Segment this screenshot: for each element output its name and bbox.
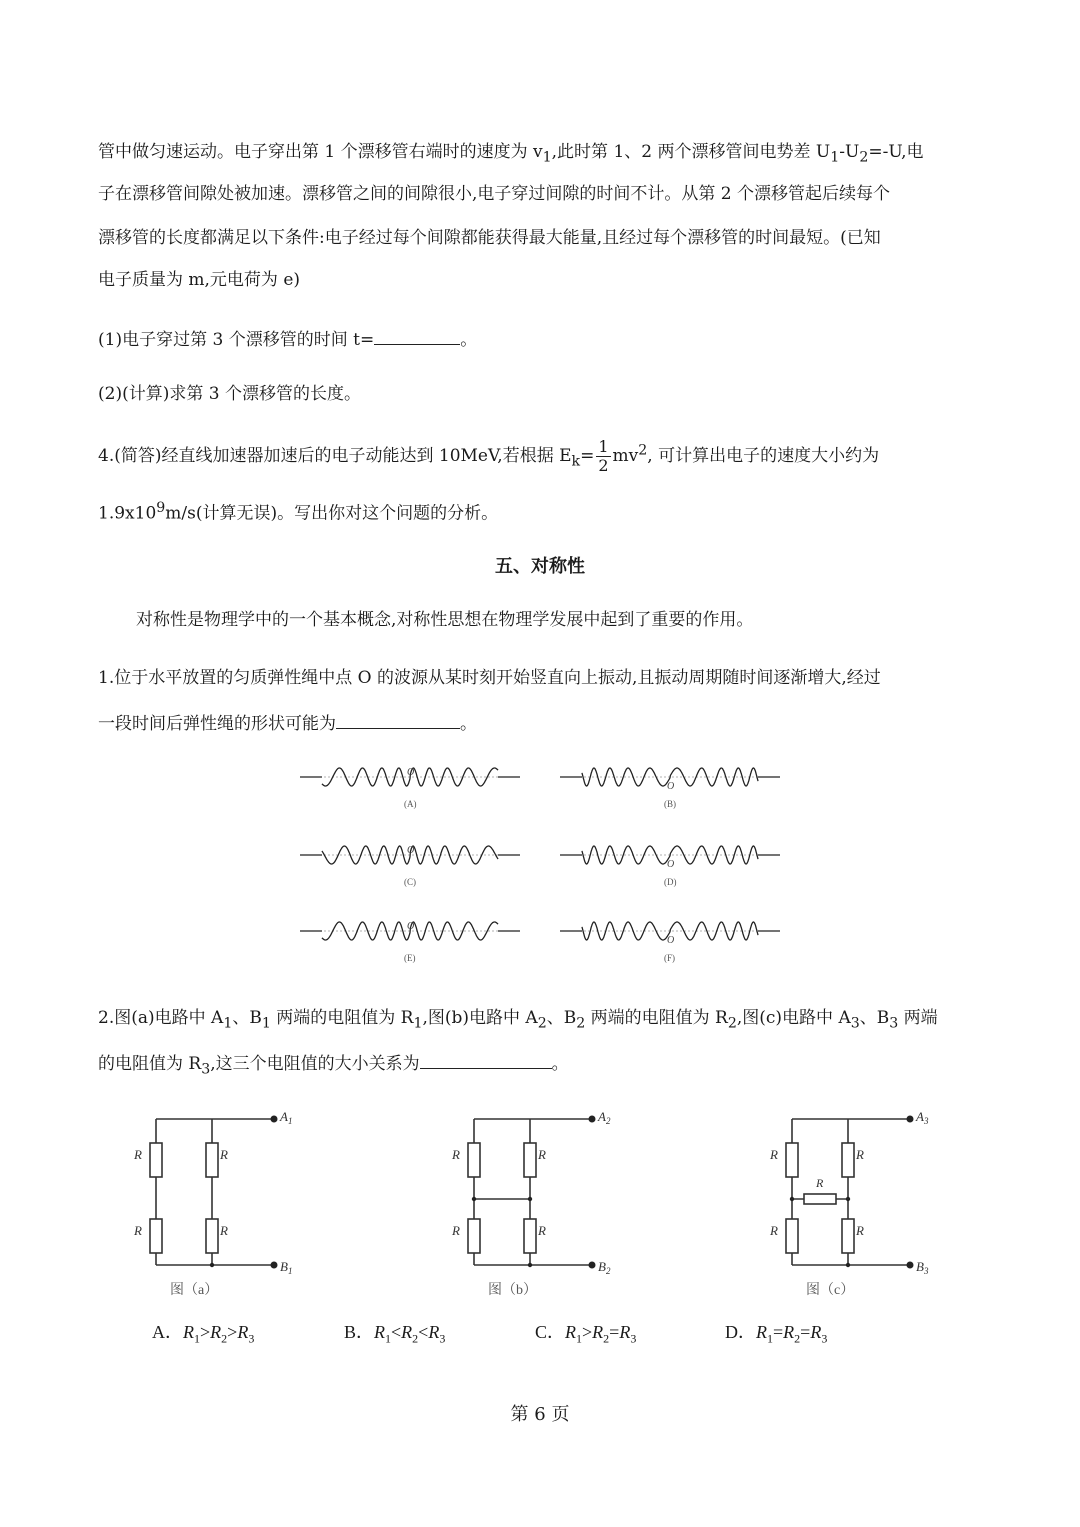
wave-label: (C) <box>404 877 416 887</box>
svg-text:R: R <box>770 1223 778 1238</box>
circuit-caption: 图（a） <box>170 1283 219 1298</box>
wave-panel-c <box>300 845 520 887</box>
circuit-c <box>769 1109 929 1298</box>
svg-text:R: R <box>856 1147 864 1162</box>
question-1: (1)电子穿过第 3 个漂移管的时间 t= 。 <box>98 326 477 352</box>
s5-question-1-line2: 一段时间后弹性绳的形状可能为 。 <box>98 710 477 736</box>
circuit-b <box>451 1109 611 1298</box>
wave-figures <box>290 755 790 985</box>
resistor <box>842 1219 854 1253</box>
svg-text:R: R <box>134 1147 142 1162</box>
origin-label: O <box>667 781 675 792</box>
choice-letter: A． <box>152 1322 183 1342</box>
svg-text:R: R <box>538 1147 546 1162</box>
section-title: 五、对称性 <box>495 556 585 577</box>
circuit-caption: 图（c） <box>806 1283 855 1298</box>
resistor <box>786 1143 798 1177</box>
page-number: 第 6 页 <box>510 1404 570 1425</box>
resistor <box>206 1219 218 1253</box>
choice-a[interactable]: A．$R_1>R_2>R_3$ <box>152 1322 255 1346</box>
paragraph-line: 管中做匀速运动。电子穿出第 1 个漂移管右端时的速度为 $v_1$,此时第 1、2 两个漂移管间电势差 $U_1-U_2=-U$,电 <box>98 142 924 166</box>
svg-text:R: R <box>856 1223 864 1238</box>
resistor <box>150 1219 162 1253</box>
s5-question-2: 2.图(a)电路中 $A_1$、$B_1$ 两端的电阻值为 $R_1$,图(b)电路中 $A_2$、$B_2$ 两端的电阻值为 $R_2$,图(c)电路中 $A_3$、$B_3$ 两端 <box>98 1008 938 1032</box>
svg-text:R: R <box>538 1223 546 1238</box>
svg-text:R: R <box>770 1147 778 1162</box>
circuit-figures <box>120 1105 960 1305</box>
svg-text:R: R <box>452 1147 460 1162</box>
paragraph-line: 电子质量为 m,元电荷为 e) <box>98 270 301 290</box>
wave-panel-f <box>560 922 780 963</box>
svg-text:B2: $B_2$ <box>598 1259 611 1276</box>
resistor <box>842 1143 854 1177</box>
choice-letter: D． <box>725 1322 756 1342</box>
svg-text:A1: $A_1$ <box>280 1109 293 1126</box>
circuit-caption: 图（b） <box>488 1283 537 1298</box>
choice-d[interactable]: D．$R_1=R_2=R_3$ <box>725 1322 828 1346</box>
wave-label: (A) <box>404 799 417 809</box>
svg-text:R: R <box>452 1223 460 1238</box>
wave-panel-e <box>300 921 520 963</box>
resistor <box>524 1219 536 1253</box>
question-4-line2: $1.9x10^9m/s$(计算无误)。写出你对这个问题的分析。 <box>98 500 499 524</box>
origin-label: O <box>407 845 415 856</box>
wave-panel-a <box>300 767 520 809</box>
fraction: $\frac{1}{2}$ <box>598 437 609 475</box>
answer-blank <box>420 1050 552 1069</box>
choice-letter: C． <box>535 1322 566 1342</box>
wave-panel-b <box>560 768 780 809</box>
resistor <box>804 1194 836 1204</box>
resistor <box>206 1143 218 1177</box>
paragraph-line: 漂移管的长度都满足以下条件:电子经过每个间隙都能获得最大能量,且经过每个漂移管的时间最短。(已知 <box>98 228 881 248</box>
wave-label: (E) <box>404 953 416 963</box>
answer-blank <box>374 326 460 345</box>
svg-text:R: R <box>220 1223 228 1238</box>
paragraph-line: 子在漂移管间隙处被加速。漂移管之间的间隙很小,电子穿过间隙的时间不计。从第 2 个漂移管起后续每个 <box>98 184 891 204</box>
svg-text:R: R <box>134 1223 142 1238</box>
origin-label: O <box>667 859 675 870</box>
resistor <box>468 1219 480 1253</box>
wave-label: (D) <box>664 877 677 887</box>
svg-text:R: R <box>220 1147 228 1162</box>
svg-text:B3: $B_3$ <box>916 1259 929 1276</box>
svg-text:A3: $A_3$ <box>916 1109 929 1126</box>
origin-label: O <box>407 921 415 932</box>
s5-question-2-line2: 的电阻值为 $R_3$,这三个电阻值的大小关系为 。 <box>98 1050 569 1081</box>
resistor <box>786 1219 798 1253</box>
origin-label: O <box>407 767 415 778</box>
resistor <box>150 1143 162 1177</box>
wave-label: (B) <box>664 799 676 809</box>
question-2: (2)(计算)求第 3 个漂移管的长度。 <box>98 384 361 404</box>
choice-b[interactable]: B．$R_1<R_2<R_3$ <box>344 1322 446 1346</box>
origin-label: O <box>667 935 675 946</box>
svg-text:A2: $A_2$ <box>598 1109 611 1126</box>
wave-panel-d <box>560 846 780 887</box>
section-intro: 对称性是物理学中的一个基本概念,对称性思想在物理学发展中起到了重要的作用。 <box>136 610 754 630</box>
choice-letter: B． <box>344 1322 375 1342</box>
resistor <box>524 1143 536 1177</box>
svg-text:B1: $B_1$ <box>280 1259 293 1276</box>
s5-question-1: 1.位于水平放置的匀质弹性绳中点 O 的波源从某时刻开始竖直向上振动,且振动周期随时间逐渐增大,经过 <box>98 668 881 688</box>
choice-c[interactable]: C．$R_1>R_2=R_3$ <box>535 1322 637 1346</box>
circuit-a <box>133 1109 292 1298</box>
resistor <box>468 1143 480 1177</box>
question-4: 4.(简答)经直线加速器加速后的电子动能达到 10MeV,若根据 $E_k=$ $\frac{1}{2}$ $mv^2$, 可计算出电子的速度大小约为 <box>98 437 880 475</box>
wave-label: (F) <box>664 953 675 963</box>
svg-text:R: R <box>816 1176 824 1190</box>
answer-blank <box>336 710 460 729</box>
